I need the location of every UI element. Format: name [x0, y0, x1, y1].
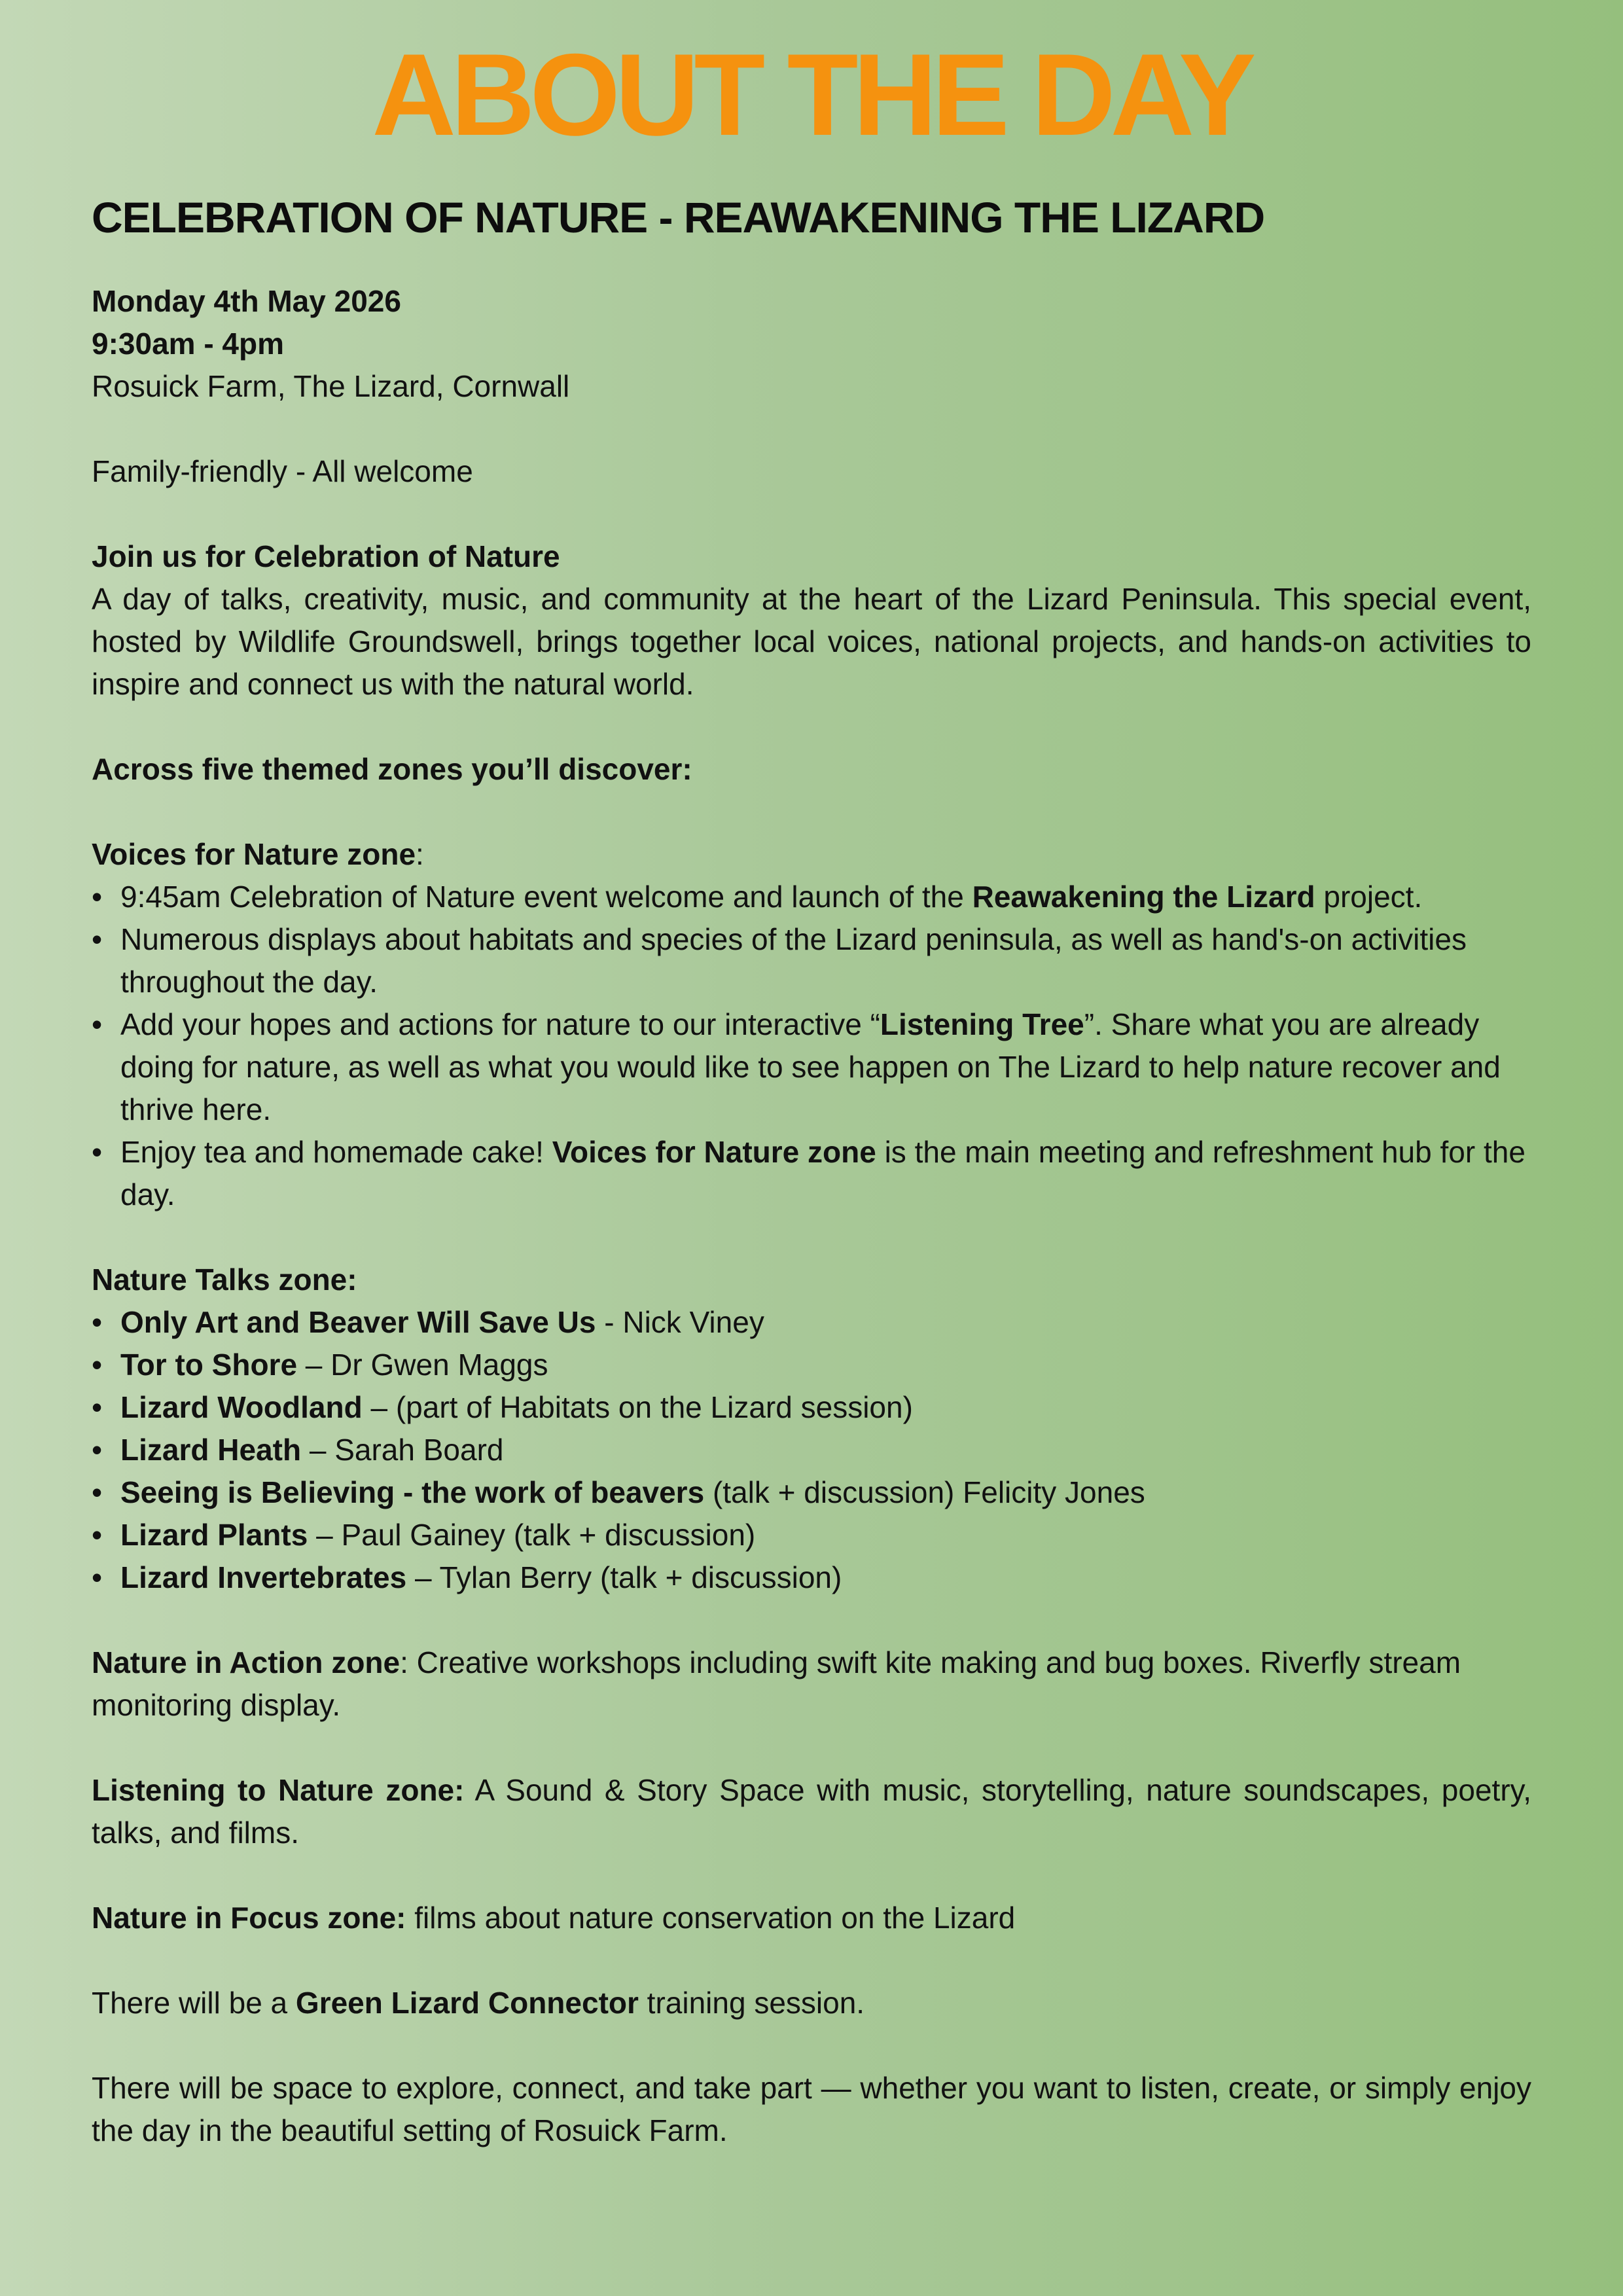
- list-item: [92, 1429, 1531, 1471]
- spacer: [92, 1727, 1531, 1769]
- list-item-text: 9:45am Celebration of Nature event welcome and launch of the: [120, 880, 972, 914]
- talk-speaker: – Paul Gainey (talk + discussion): [308, 1518, 756, 1552]
- talk-title: Lizard Plants: [120, 1518, 308, 1552]
- event-location: Rosuick Farm, The Lizard, Cornwall: [92, 369, 570, 403]
- list-item: [92, 1003, 1531, 1131]
- talk-title: Lizard Heath: [120, 1433, 302, 1467]
- list-item-text: Numerous displays about habitats and species of the Lizard peninsula, as well as hand's-on activities throughout the day.: [120, 922, 1467, 999]
- spacer: [92, 2024, 1531, 2067]
- bullet-icon: •: [92, 1475, 103, 1509]
- list-item-emphasis: Reawakening the Lizard: [972, 880, 1315, 914]
- list-item: [92, 1514, 1531, 1556]
- connector-text: training session.: [638, 1986, 865, 2020]
- intro-heading: Join us for Celebration of Nature: [92, 539, 560, 573]
- spacer: [92, 1599, 1531, 1641]
- bullet-icon: •: [92, 1518, 103, 1552]
- talk-title: Seeing is Believing - the work of beavers: [120, 1475, 705, 1509]
- list-item: [92, 1471, 1531, 1514]
- intro-text: A day of talks, creativity, music, and community at the heart of the Lizard Peninsula. This special event, hosted by Wildlife Groundswell, brings together local voices, national projects, and hands-on activities to inspire and connect us with the natural world.: [92, 582, 1531, 701]
- event-subtitle: CELEBRATION OF NATURE - REAWAKENING THE LIZARD: [92, 193, 1265, 242]
- list-item: [92, 1386, 1531, 1429]
- talk-speaker: – Sarah Board: [301, 1433, 504, 1467]
- event-details: [92, 280, 1531, 2152]
- bullet-icon: •: [92, 1135, 103, 1169]
- event-time: 9:30am - 4pm: [92, 327, 285, 361]
- flyer-page: [92, 29, 1532, 2152]
- talk-title: Lizard Woodland: [120, 1390, 363, 1424]
- talk-speaker: – (part of Habitats on the Lizard session): [362, 1390, 913, 1424]
- list-item: [92, 1344, 1531, 1386]
- action-zone-heading: Nature in Action zone: [92, 1645, 401, 1679]
- list-item-text: is the main meeting and refreshment hub for the day.: [120, 1135, 1525, 1211]
- bullet-icon: •: [92, 880, 103, 914]
- action-zone-text: : Creative workshops including swift kite making and bug boxes. Riverfly stream monitoring display.: [92, 1645, 1461, 1722]
- page-title: ABOUT THE DAY: [372, 29, 1251, 160]
- listening-zone-paragraph: [92, 1769, 1531, 1854]
- bullet-icon: •: [92, 922, 103, 956]
- list-item-emphasis: Voices for Nature zone: [552, 1135, 876, 1169]
- spacer: [92, 493, 1531, 535]
- connector-paragraph: [92, 1982, 1531, 2024]
- zones-heading: Across five themed zones you’ll discover:: [92, 752, 692, 786]
- focus-zone-paragraph: [92, 1897, 1531, 1939]
- bullet-icon: •: [92, 1560, 103, 1594]
- closing-paragraph: There will be space to explore, connect, and take part — whether you want to listen, create, or simply enjoy the day in the beautiful setting of Rosuick Farm.: [92, 2071, 1531, 2147]
- event-date: Monday 4th May 2026: [92, 284, 401, 318]
- list-item-text: project.: [1315, 880, 1423, 914]
- talk-title: Tor to Shore: [120, 1348, 298, 1382]
- action-zone-paragraph: [92, 1641, 1531, 1727]
- talks-zone-list: [92, 1301, 1531, 1599]
- spacer: [92, 706, 1531, 748]
- spacer: [92, 1854, 1531, 1897]
- list-item-text: ”. Share what you are already doing for nature, as well as what you would like to see happen on The Lizard to help nature recover and thrive here.: [120, 1007, 1501, 1126]
- list-item-emphasis: Listening Tree: [880, 1007, 1084, 1041]
- talk-title: Lizard Invertebrates: [120, 1560, 407, 1594]
- list-item-text: Enjoy tea and homemade cake!: [120, 1135, 552, 1169]
- voices-zone-title: Voices for Nature zone: [92, 837, 416, 871]
- list-item-text: Add your hopes and actions for nature to our interactive “: [120, 1007, 880, 1041]
- list-item: [92, 1556, 1531, 1599]
- focus-zone-heading: Nature in Focus zone:: [92, 1901, 406, 1935]
- talk-speaker: – Tylan Berry (talk + discussion): [406, 1560, 842, 1594]
- listening-zone-text: A Sound & Story Space with music, storytelling, nature soundscapes, poetry, talks, and films.: [92, 1773, 1532, 1850]
- talk-speaker: (talk + discussion) Felicity Jones: [704, 1475, 1145, 1509]
- talk-title: Only Art and Beaver Will Save Us: [120, 1305, 596, 1339]
- list-item: [92, 1131, 1531, 1216]
- spacer: [92, 408, 1531, 450]
- talk-speaker: - Nick Viney: [596, 1305, 764, 1339]
- connector-text: There will be a: [92, 1986, 296, 2020]
- voices-zone-list: [92, 876, 1531, 1216]
- listening-zone-heading: Listening to Nature zone:: [92, 1773, 465, 1807]
- bullet-icon: •: [92, 1390, 103, 1424]
- spacer: [92, 1939, 1531, 1982]
- bullet-icon: •: [92, 1007, 103, 1041]
- bullet-icon: •: [92, 1348, 103, 1382]
- list-item: [92, 876, 1531, 918]
- focus-zone-text: films about nature conservation on the Lizard: [406, 1901, 1016, 1935]
- list-item: [92, 918, 1531, 1003]
- bullet-icon: •: [92, 1433, 103, 1467]
- bullet-icon: •: [92, 1305, 103, 1339]
- talk-speaker: – Dr Gwen Maggs: [297, 1348, 548, 1382]
- talks-zone-heading: Nature Talks zone:: [92, 1263, 357, 1297]
- spacer: [92, 791, 1531, 833]
- voices-zone-heading: [92, 833, 1531, 876]
- spacer: [92, 1216, 1531, 1259]
- voices-zone-colon: :: [416, 837, 424, 871]
- connector-emphasis: Green Lizard Connector: [295, 1986, 639, 2020]
- event-audience: Family-friendly - All welcome: [92, 454, 473, 488]
- list-item: [92, 1301, 1531, 1344]
